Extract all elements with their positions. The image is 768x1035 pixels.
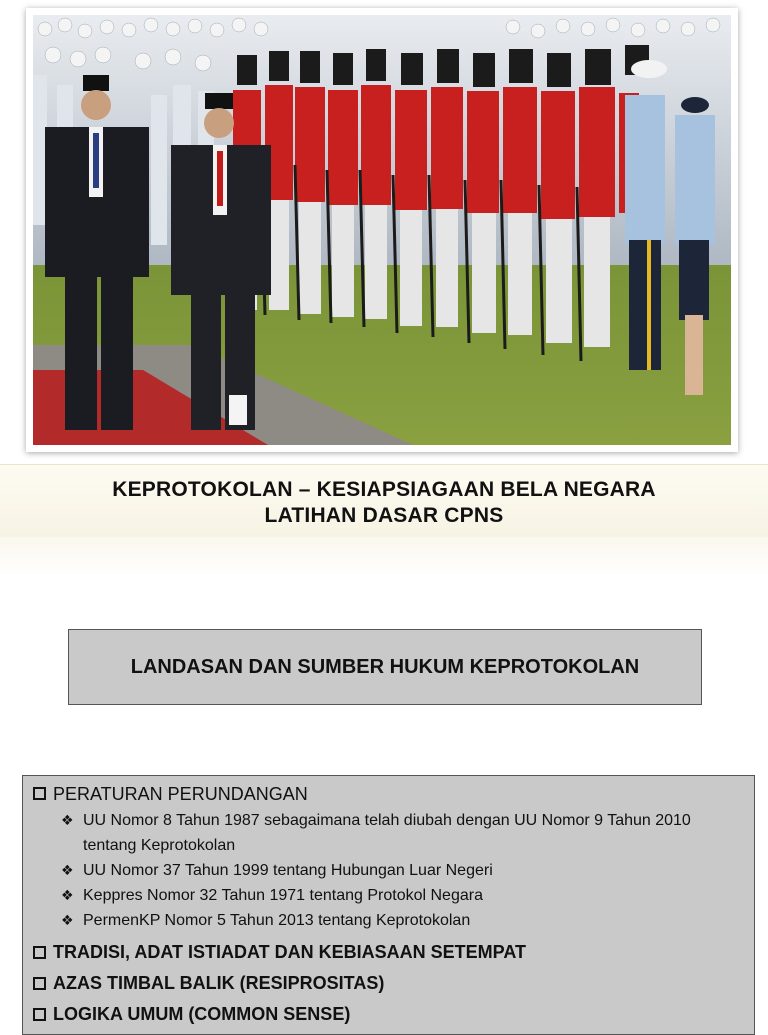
diamond-bullet-icon: ❖ [61, 887, 74, 903]
diamond-bullet-icon: ❖ [61, 912, 74, 928]
section-peraturan [31, 780, 746, 808]
ceremony-photo [33, 15, 731, 445]
diamond-bullet-icon: ❖ [61, 812, 74, 828]
section-label: TRADISI, ADAT ISTIADAT DAN KEBIASAAN SETEMPAT [53, 942, 526, 962]
list-item: ❖ UU Nomor 8 Tahun 1987 sebagaimana telah diubah dengan UU Nomor 9 Tahun 2010 tentang Keprotokolan [61, 812, 691, 854]
square-bullet-icon [33, 787, 46, 800]
list-item: ❖ PermenKP Nomor 5 Tahun 2013 tentang Keprotokolan [61, 912, 471, 929]
title-line-2: LATIHAN DASAR CPNS [264, 504, 504, 527]
peraturan-list [31, 808, 746, 937]
title-band-fade [0, 537, 768, 577]
section-tradisi [31, 937, 746, 968]
list-item: ❖ UU Nomor 37 Tahun 1999 tentang Hubungan Luar Negeri [61, 862, 493, 879]
section-label: LOGIKA UMUM (COMMON SENSE) [53, 1004, 351, 1024]
square-bullet-icon [33, 1008, 46, 1021]
section-logika [31, 999, 746, 1030]
section-label: PERATURAN PERUNDANGAN [53, 784, 308, 804]
section-label: AZAS TIMBAL BALIK (RESIPROSITAS) [53, 973, 385, 993]
square-bullet-icon [33, 946, 46, 959]
ceremony-photo-frame [26, 8, 738, 452]
section-heading: LANDASAN DAN SUMBER HUKUM KEPROTOKOLAN [130, 655, 640, 678]
section-heading-box [68, 629, 702, 705]
square-bullet-icon [33, 977, 46, 990]
diamond-bullet-icon: ❖ [61, 862, 74, 878]
title-band [0, 464, 768, 538]
list-item: ❖ Keppres Nomor 32 Tahun 1971 tentang Protokol Negara [61, 887, 483, 904]
title-line-1: KEPROTOKOLAN – KESIAPSIAGAAN BELA NEGARA [112, 478, 656, 501]
section-azas [31, 968, 746, 999]
content-box [22, 775, 755, 1035]
